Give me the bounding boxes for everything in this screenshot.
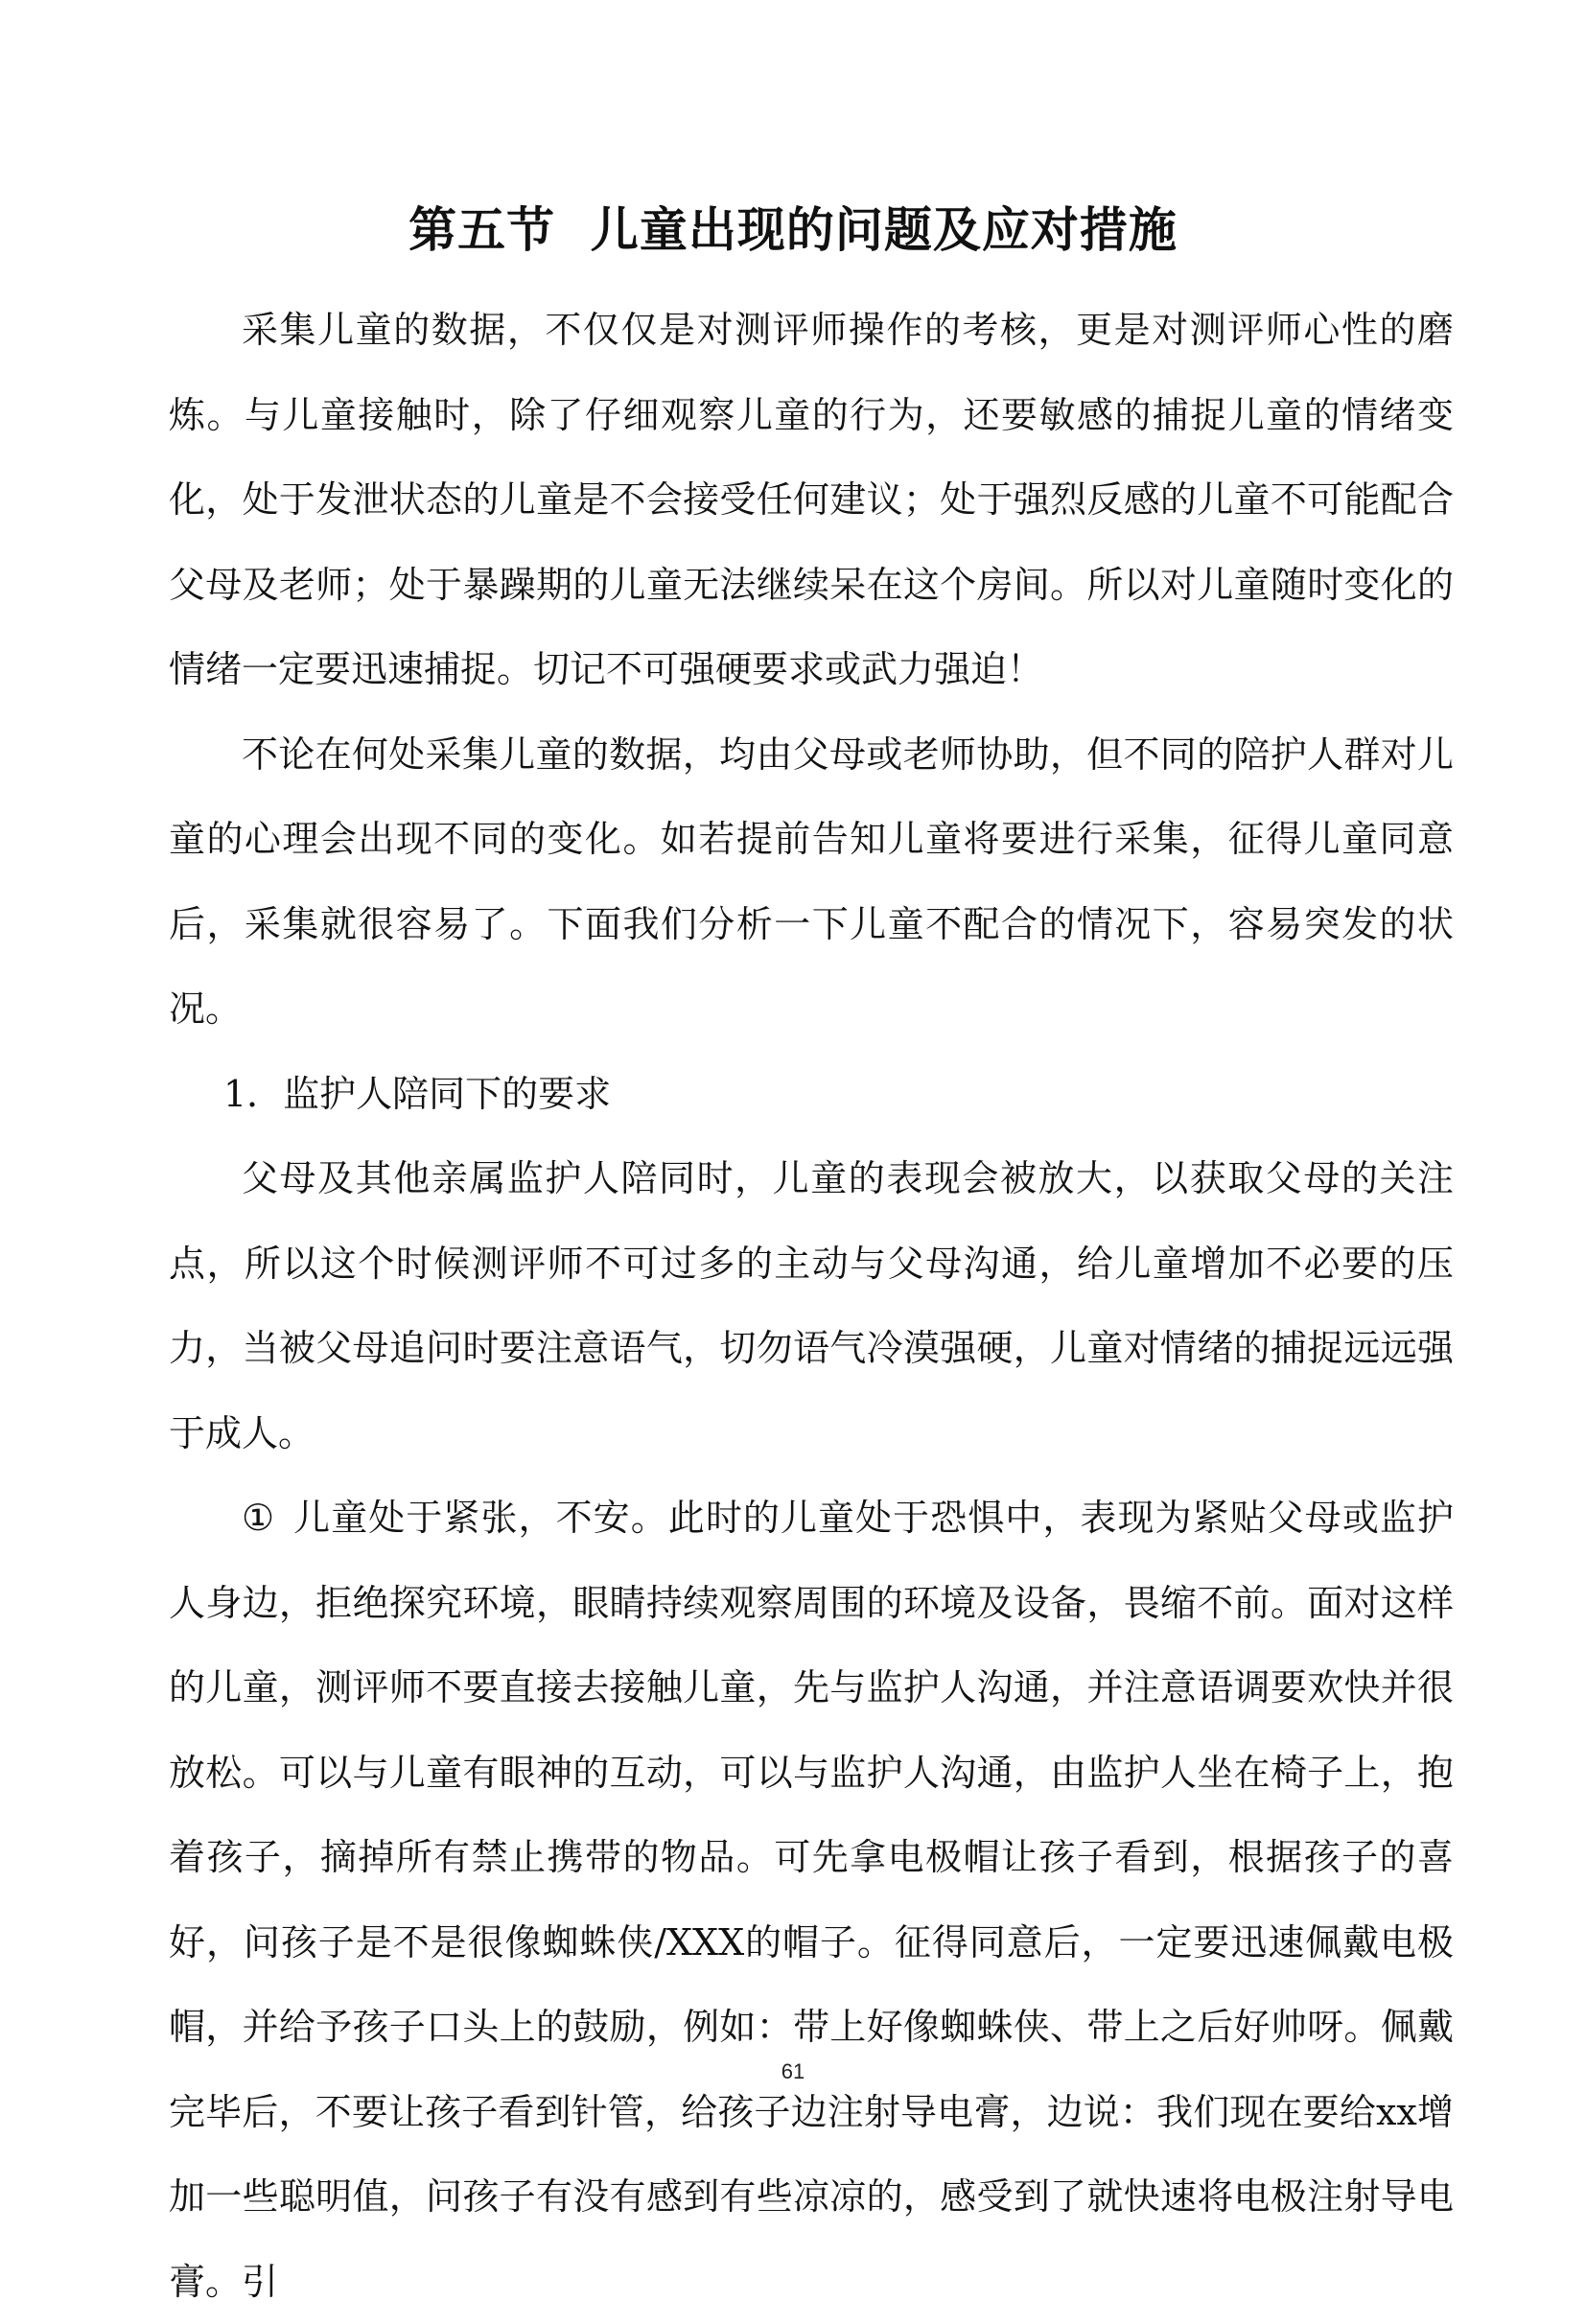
list-heading-guardian: 1．监护人陪同下的要求 xyxy=(223,1072,612,1115)
circled-number-mark: ① xyxy=(242,1497,275,1539)
circled-item-text: 儿童处于紧张，不安。此时的儿童处于恐惧中，表现为紧贴父母或监护人身边，拒绝探究环境，眼睛持续观察周围的环境及设备，畏缩不前。面对这样的儿童，测评师不要直接去接触儿童，先与监护人沟通，并注意语调要欢快并很放松。可以与儿童有眼神的互动，可以与监护人沟通，由监护人坐在椅子上，抱着孩子，摘掉所有禁止携带的物品。可先拿电极帽让孩子看到，根据孩子的喜好，问孩子是不是很像蜘蛛侠/XXX的帽子。征得同意后，一定要迅速佩戴电极帽，并给予孩子口头上的鼓励，例如：带上好像蜘蛛侠、带上之后好帅呀。佩戴完毕后，不要让孩子看到针管，给孩子边注射导电膏，边说：我们现在要给xx增加一些聪明值，问孩子有没有感到有些凉凉的，感受到了就快速将电极注射导电膏。引 xyxy=(169,1497,1454,2303)
paragraph-guardian: 父母及其他亲属监护人陪同时，儿童的表现会被放大，以获取父母的关注点，所以这个时候测评师不可过多的主动与父母沟通，给儿童增加不必要的压力，当被父母追问时要注意语气，切勿语气冷漠强硬，儿童对情绪的捕捉远远强于成人。 xyxy=(169,1157,1454,1454)
body-text xyxy=(169,288,1454,2324)
section-title: 第五节 儿童出现的问题及应对措施 xyxy=(408,201,1178,258)
paragraph-intro: 采集儿童的数据，不仅仅是对测评师操作的考核，更是对测评师心性的磨炼。与儿童接触时，除了仔细观察儿童的行为，还要敏感的捕捉儿童的情绪变化，处于发泄状态的儿童是不会接受任何建议；处于强烈反感的儿童不可能配合父母及老师；处于暴躁期的儿童无法继续呆在这个房间。所以对儿童随时变化的情绪一定要迅速捕捉。切记不可强硬要求或武力强迫！ xyxy=(169,309,1454,690)
page-number: 61 xyxy=(781,2059,805,2083)
paragraph-context: 不论在何处采集儿童的数据，均由父母或老师协助，但不同的陪护人群对儿童的心理会出现不同的变化。如若提前告知儿童将要进行采集，征得儿童同意后，采集就很容易了。下面我们分析一下儿童不配合的情况下，容易突发的状况。 xyxy=(169,732,1454,1030)
circled-item-1 xyxy=(169,1476,1454,2324)
